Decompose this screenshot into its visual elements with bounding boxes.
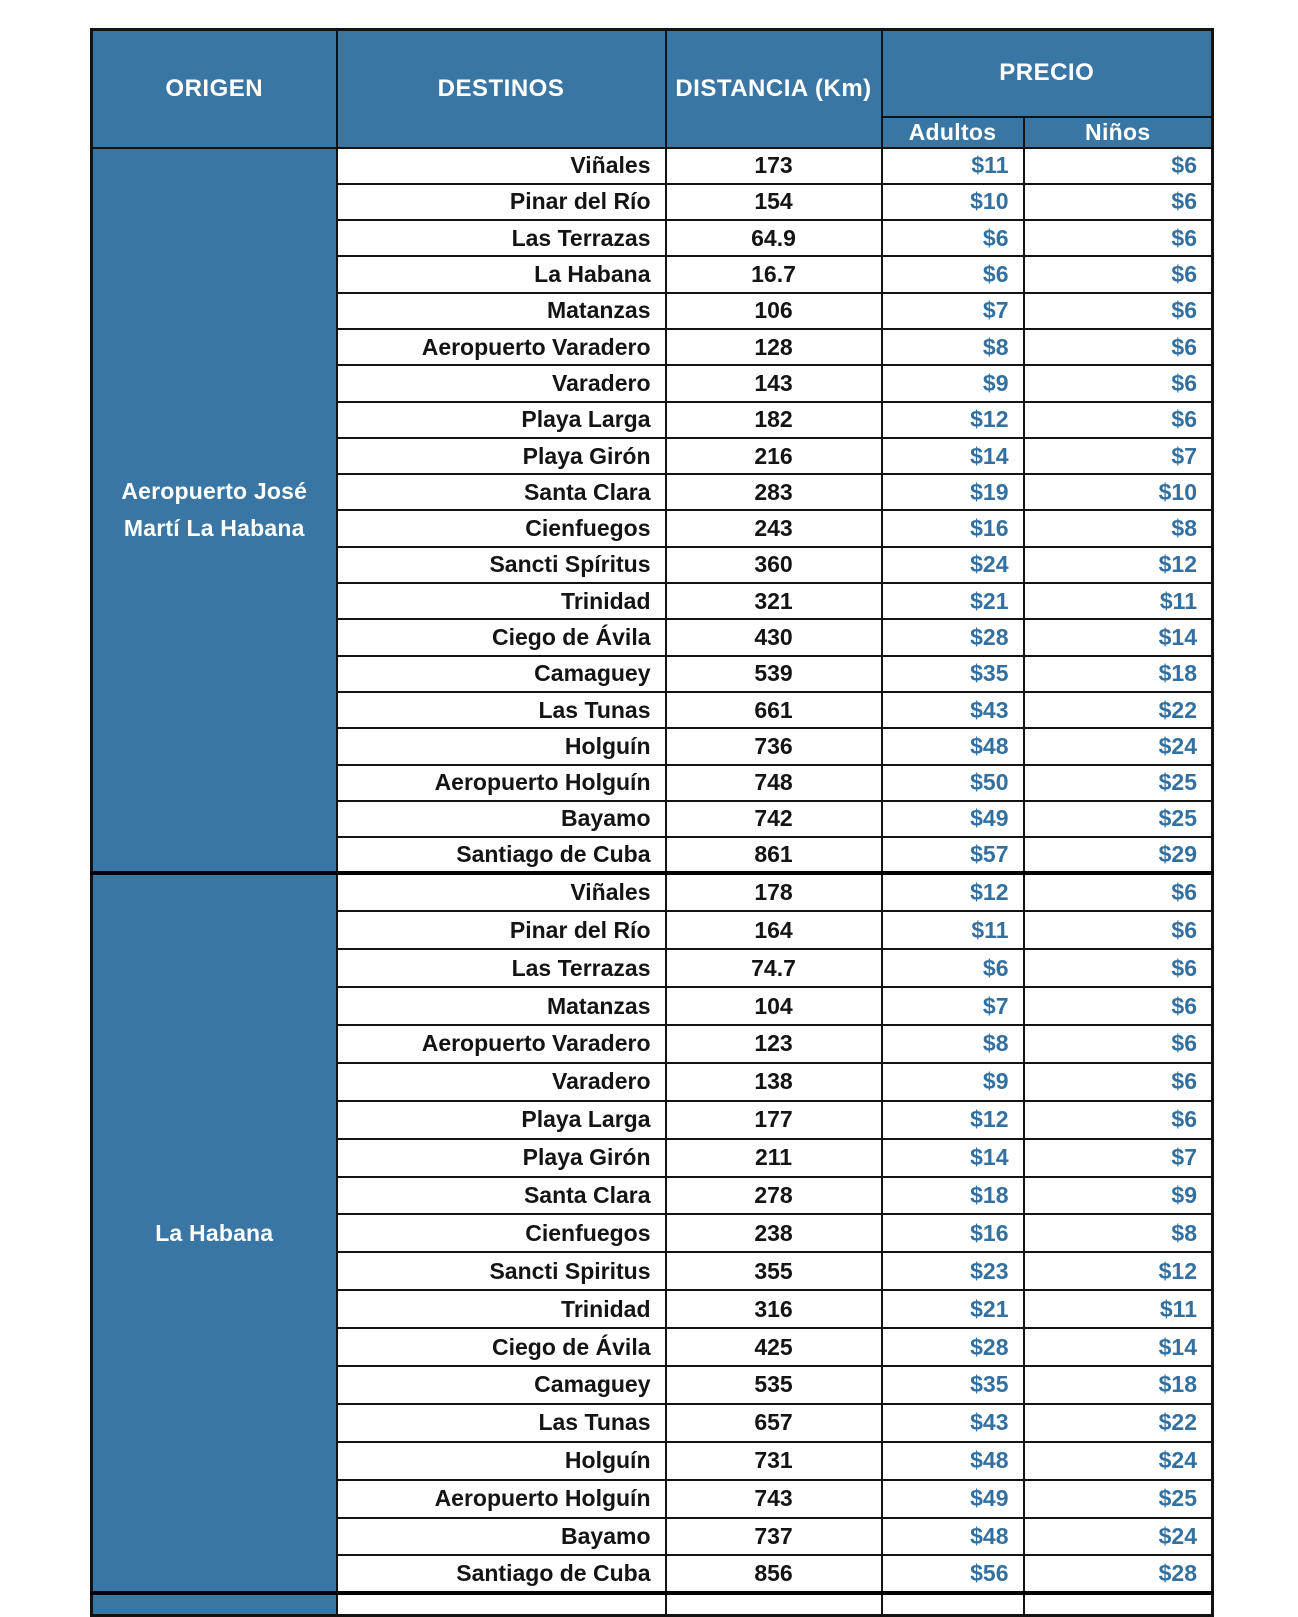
distancia-cell: 123 — [666, 1025, 882, 1063]
ninos-price-cell: $12 — [1024, 1252, 1213, 1290]
distancia-cell: 154 — [666, 184, 882, 220]
adultos-price-cell: $49 — [882, 801, 1024, 837]
distancia-cell: 321 — [666, 583, 882, 619]
destino-cell — [337, 1593, 666, 1615]
destino-cell: Ciego de Ávila — [337, 619, 666, 655]
destino-cell: Playa Girón — [337, 438, 666, 474]
distancia-cell: 104 — [666, 987, 882, 1025]
destino-cell: Bayamo — [337, 1518, 666, 1556]
header-destinos: DESTINOS — [337, 30, 666, 148]
ninos-price-cell: $7 — [1024, 438, 1213, 474]
header-ninos: Niños — [1024, 117, 1213, 148]
adultos-price-cell: $6 — [882, 220, 1024, 256]
ninos-price-cell: $6 — [1024, 293, 1213, 329]
table-body — [92, 148, 1213, 1616]
destino-cell: Trinidad — [337, 1290, 666, 1328]
adultos-price-cell: $16 — [882, 1214, 1024, 1252]
header-distancia: DISTANCIA (Km) — [666, 30, 882, 148]
distancia-cell: 138 — [666, 1063, 882, 1101]
ninos-price-cell: $6 — [1024, 148, 1213, 184]
ninos-price-cell: $9 — [1024, 1177, 1213, 1215]
adultos-price-cell: $11 — [882, 911, 1024, 949]
adultos-price-cell: $48 — [882, 1518, 1024, 1556]
ninos-price-cell: $14 — [1024, 1328, 1213, 1366]
adultos-price-cell: $6 — [882, 949, 1024, 987]
distancia-cell: 238 — [666, 1214, 882, 1252]
adultos-price-cell: $48 — [882, 728, 1024, 764]
destino-cell: Holguín — [337, 1442, 666, 1480]
ninos-price-cell: $14 — [1024, 619, 1213, 655]
ninos-price-cell: $6 — [1024, 949, 1213, 987]
header-adultos: Adultos — [882, 117, 1024, 148]
destino-cell: Matanzas — [337, 293, 666, 329]
distancia-cell: 16.7 — [666, 256, 882, 292]
destino-cell: Playa Larga — [337, 1101, 666, 1139]
adultos-price-cell: $28 — [882, 1328, 1024, 1366]
destino-cell: Viñales — [337, 873, 666, 911]
adultos-price-cell: $28 — [882, 619, 1024, 655]
distancia-cell: 731 — [666, 1442, 882, 1480]
destino-cell: Aeropuerto Holguín — [337, 1480, 666, 1518]
adultos-price-cell — [882, 1593, 1024, 1615]
distancia-cell: 355 — [666, 1252, 882, 1290]
adultos-price-cell: $43 — [882, 1404, 1024, 1442]
ninos-price-cell: $6 — [1024, 873, 1213, 911]
ninos-price-cell: $6 — [1024, 1025, 1213, 1063]
adultos-price-cell: $23 — [882, 1252, 1024, 1290]
destino-cell: Viñales — [337, 148, 666, 184]
adultos-price-cell: $8 — [882, 1025, 1024, 1063]
adultos-price-cell: $16 — [882, 510, 1024, 546]
adultos-price-cell: $7 — [882, 293, 1024, 329]
ninos-price-cell: $24 — [1024, 1442, 1213, 1480]
adultos-price-cell: $21 — [882, 583, 1024, 619]
destino-cell: Las Terrazas — [337, 949, 666, 987]
ninos-price-cell: $6 — [1024, 365, 1213, 401]
ninos-price-cell: $8 — [1024, 510, 1213, 546]
adultos-price-cell: $9 — [882, 365, 1024, 401]
adultos-price-cell: $57 — [882, 837, 1024, 873]
distancia-cell: 430 — [666, 619, 882, 655]
partial-next-group-row — [92, 1593, 1213, 1615]
distancia-cell: 182 — [666, 402, 882, 438]
adultos-price-cell: $24 — [882, 547, 1024, 583]
destino-cell: La Habana — [337, 256, 666, 292]
header-row-main — [92, 30, 1213, 117]
distancia-cell: 657 — [666, 1404, 882, 1442]
destino-cell: Ciego de Ávila — [337, 1328, 666, 1366]
destino-cell: Holguín — [337, 728, 666, 764]
ninos-price-cell: $25 — [1024, 765, 1213, 801]
distancia-cell: 661 — [666, 692, 882, 728]
distancia-cell: 74.7 — [666, 949, 882, 987]
ninos-price-cell: $8 — [1024, 1214, 1213, 1252]
ninos-price-cell: $11 — [1024, 1290, 1213, 1328]
destino-cell: Aeropuerto Varadero — [337, 329, 666, 365]
ninos-price-cell: $22 — [1024, 692, 1213, 728]
adultos-price-cell: $11 — [882, 148, 1024, 184]
ninos-price-cell: $10 — [1024, 474, 1213, 510]
distancia-cell: 173 — [666, 148, 882, 184]
adultos-price-cell: $56 — [882, 1555, 1024, 1593]
destino-cell: Varadero — [337, 365, 666, 401]
ninos-price-cell: $22 — [1024, 1404, 1213, 1442]
destino-cell: Santa Clara — [337, 474, 666, 510]
adultos-price-cell: $8 — [882, 329, 1024, 365]
ninos-price-cell: $6 — [1024, 402, 1213, 438]
destino-cell: Aeropuerto Holguín — [337, 765, 666, 801]
ninos-price-cell: $18 — [1024, 656, 1213, 692]
destino-cell: Varadero — [337, 1063, 666, 1101]
adultos-price-cell: $48 — [882, 1442, 1024, 1480]
adultos-price-cell: $43 — [882, 692, 1024, 728]
destino-cell: Bayamo — [337, 801, 666, 837]
adultos-price-cell: $49 — [882, 1480, 1024, 1518]
distancia-cell: 535 — [666, 1366, 882, 1404]
distancia-cell: 425 — [666, 1328, 882, 1366]
table-header — [92, 30, 1213, 148]
ninos-price-cell: $6 — [1024, 987, 1213, 1025]
destino-cell: Matanzas — [337, 987, 666, 1025]
destino-cell: Trinidad — [337, 583, 666, 619]
ninos-price-cell: $25 — [1024, 801, 1213, 837]
ninos-price-cell — [1024, 1593, 1213, 1615]
ninos-price-cell: $24 — [1024, 1518, 1213, 1556]
destino-cell: Playa Girón — [337, 1139, 666, 1177]
adultos-price-cell: $50 — [882, 765, 1024, 801]
destino-cell: Camaguey — [337, 656, 666, 692]
ninos-price-cell: $6 — [1024, 1101, 1213, 1139]
destino-cell: Pinar del Río — [337, 184, 666, 220]
adultos-price-cell: $21 — [882, 1290, 1024, 1328]
adultos-price-cell: $6 — [882, 256, 1024, 292]
destino-cell: Sancti Spíritus — [337, 547, 666, 583]
distancia-cell: 742 — [666, 801, 882, 837]
ninos-price-cell: $11 — [1024, 583, 1213, 619]
origin-cell: La Habana — [92, 873, 337, 1593]
ninos-price-cell: $29 — [1024, 837, 1213, 873]
destino-cell: Cienfuegos — [337, 510, 666, 546]
price-table — [90, 28, 1214, 1617]
destino-cell: Las Tunas — [337, 692, 666, 728]
ninos-price-cell: $28 — [1024, 1555, 1213, 1593]
ninos-price-cell: $18 — [1024, 1366, 1213, 1404]
adultos-price-cell: $19 — [882, 474, 1024, 510]
destino-cell: Santa Clara — [337, 1177, 666, 1215]
distancia-cell: 316 — [666, 1290, 882, 1328]
adultos-price-cell: $18 — [882, 1177, 1024, 1215]
distancia-cell: 539 — [666, 656, 882, 692]
adultos-price-cell: $12 — [882, 1101, 1024, 1139]
destino-cell: Cienfuegos — [337, 1214, 666, 1252]
origin-cell — [92, 1593, 337, 1615]
ninos-price-cell: $6 — [1024, 1063, 1213, 1101]
table-row — [92, 873, 1213, 911]
distancia-cell: 177 — [666, 1101, 882, 1139]
distancia-cell: 211 — [666, 1139, 882, 1177]
ninos-price-cell: $24 — [1024, 728, 1213, 764]
distancia-cell: 64.9 — [666, 220, 882, 256]
distancia-cell: 128 — [666, 329, 882, 365]
distancia-cell: 243 — [666, 510, 882, 546]
distancia-cell: 743 — [666, 1480, 882, 1518]
distancia-cell: 737 — [666, 1518, 882, 1556]
adultos-price-cell: $10 — [882, 184, 1024, 220]
distancia-cell: 748 — [666, 765, 882, 801]
ninos-price-cell: $6 — [1024, 220, 1213, 256]
distancia-cell: 164 — [666, 911, 882, 949]
ninos-price-cell: $6 — [1024, 184, 1213, 220]
distancia-cell: 106 — [666, 293, 882, 329]
adultos-price-cell: $9 — [882, 1063, 1024, 1101]
ninos-price-cell: $7 — [1024, 1139, 1213, 1177]
ninos-price-cell: $12 — [1024, 547, 1213, 583]
adultos-price-cell: $35 — [882, 1366, 1024, 1404]
ninos-price-cell: $6 — [1024, 911, 1213, 949]
adultos-price-cell: $14 — [882, 438, 1024, 474]
adultos-price-cell: $12 — [882, 402, 1024, 438]
distancia-cell — [666, 1593, 882, 1615]
adultos-price-cell: $14 — [882, 1139, 1024, 1177]
distancia-cell: 143 — [666, 365, 882, 401]
destino-cell: Pinar del Río — [337, 911, 666, 949]
destino-cell: Aeropuerto Varadero — [337, 1025, 666, 1063]
destino-cell: Las Terrazas — [337, 220, 666, 256]
destino-cell: Camaguey — [337, 1366, 666, 1404]
destino-cell: Las Tunas — [337, 1404, 666, 1442]
price-table-wrapper — [90, 28, 1214, 1617]
table-row — [92, 148, 1213, 184]
adultos-price-cell: $12 — [882, 873, 1024, 911]
destino-cell: Sancti Spiritus — [337, 1252, 666, 1290]
distancia-cell: 856 — [666, 1555, 882, 1593]
adultos-price-cell: $7 — [882, 987, 1024, 1025]
distancia-cell: 216 — [666, 438, 882, 474]
destino-cell: Santiago de Cuba — [337, 837, 666, 873]
distancia-cell: 178 — [666, 873, 882, 911]
header-origen: ORIGEN — [92, 30, 337, 148]
distancia-cell: 278 — [666, 1177, 882, 1215]
ninos-price-cell: $6 — [1024, 256, 1213, 292]
distancia-cell: 360 — [666, 547, 882, 583]
destino-cell: Playa Larga — [337, 402, 666, 438]
ninos-price-cell: $25 — [1024, 1480, 1213, 1518]
distancia-cell: 861 — [666, 837, 882, 873]
header-precio: PRECIO — [882, 30, 1213, 117]
distancia-cell: 283 — [666, 474, 882, 510]
destino-cell: Santiago de Cuba — [337, 1555, 666, 1593]
origin-cell: Aeropuerto José Martí La Habana — [92, 148, 337, 874]
ninos-price-cell: $6 — [1024, 329, 1213, 365]
adultos-price-cell: $35 — [882, 656, 1024, 692]
distancia-cell: 736 — [666, 728, 882, 764]
